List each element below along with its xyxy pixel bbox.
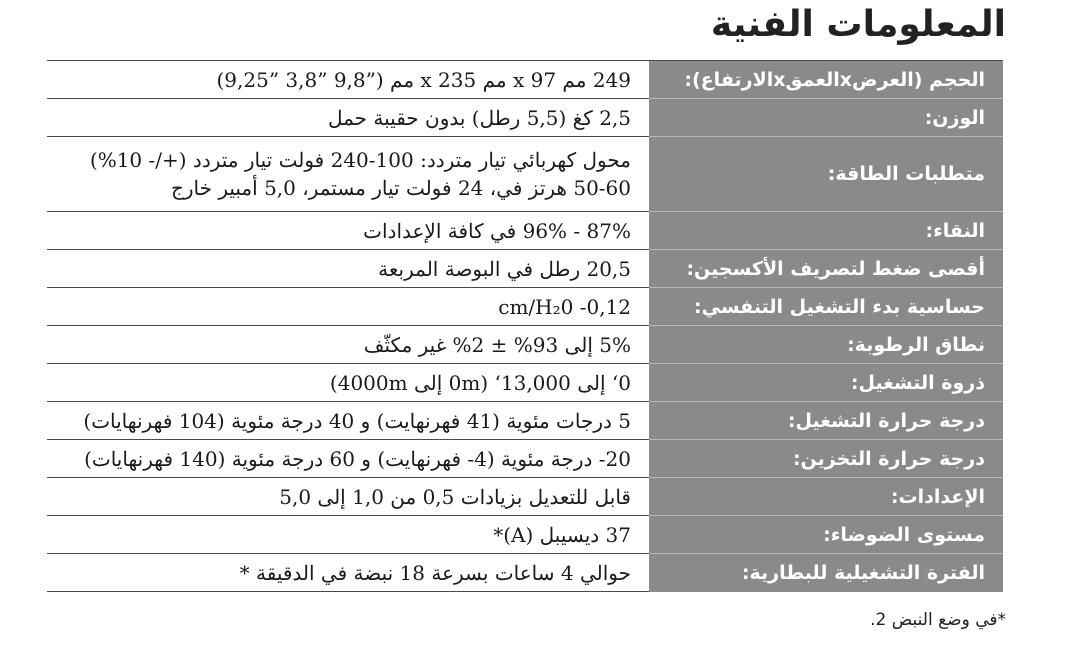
table-row <box>47 516 1003 554</box>
spec-value-max-pressure: 20,5 رطل في البوصة المربعة <box>47 250 649 288</box>
spec-label-battery: الفترة التشغيلية للبطارية: <box>649 554 1003 592</box>
spec-label-power: متطلبات الطاقة: <box>649 137 1003 212</box>
table-row <box>47 440 1003 478</box>
spec-value-operating-temp: 5 درجات مئوية (41 فهرنهايت) و 40 درجة مئوية (104 فهرنهايات) <box>47 402 649 440</box>
table-row <box>47 364 1003 402</box>
table-row <box>47 478 1003 516</box>
table-row <box>47 402 1003 440</box>
spec-value-trigger-sensitivity: 0,12- cm/H₂0 <box>47 288 649 326</box>
spec-label-purity: النقاء: <box>649 212 1003 250</box>
spec-label-max-pressure: أقصى ضغط لتصريف الأكسجين: <box>649 250 1003 288</box>
spec-label-noise: مستوى الضوضاء: <box>649 516 1003 554</box>
spec-label-settings: الإعدادات: <box>649 478 1003 516</box>
spec-label-size: الحجم (العرضxالعمقxالارتفاع): <box>649 61 1003 99</box>
table-row <box>47 61 1003 99</box>
spec-value-storage-temp: 20- درجة مئوية (4- فهرنهايت) و 60 درجة مئوية (140 فهرنهايات) <box>47 440 649 478</box>
spec-label-operating-temp: درجة حرارة التشغيل: <box>649 402 1003 440</box>
spec-value-humidity: 5% إلى 93% ± 2% غير مكثّف <box>47 326 649 364</box>
spec-value-settings: قابل للتعديل بزيادات 0,5 من 1,0 إلى 5,0 <box>47 478 649 516</box>
spec-value-weight: 2,5 كغ (5,5 رطل) بدون حقيبة حمل <box>47 99 649 137</box>
table-row <box>47 212 1003 250</box>
spec-label-weight: الوزن: <box>649 99 1003 137</box>
spec-value-battery: حوالي 4 ساعات بسرعة 18 نبضة في الدقيقة * <box>47 554 649 592</box>
spec-value-noise: 37 ديسيبل (A)* <box>47 516 649 554</box>
footnote: *في وضع النبض 2. <box>870 610 1006 630</box>
spec-value-power <box>47 137 649 212</box>
spec-label-humidity: نطاق الرطوبة: <box>649 326 1003 364</box>
page-title: المعلومات الفنية <box>710 4 1006 45</box>
spec-label-storage-temp: درجة حرارة التخزين: <box>649 440 1003 478</box>
spec-value-altitude: 0‘ إلى 13,000‘ (0m إلى 4000m) <box>47 364 649 402</box>
spec-value-power-line2: 50-60 هرتز في، 24 فولت تيار مستمر، 5,0 أمبير خارج <box>170 176 631 200</box>
table-row <box>47 137 1003 212</box>
spec-value-power-line1: محول كهربائي تيار متردد: 100-240 فولت تيار متردد (+/- 10%) <box>89 148 631 172</box>
table-row <box>47 326 1003 364</box>
table-row <box>47 554 1003 592</box>
spec-label-altitude: ذروة التشغيل: <box>649 364 1003 402</box>
table-row <box>47 99 1003 137</box>
spec-value-purity: 87% - 96% في كافة الإعدادات <box>47 212 649 250</box>
spec-label-trigger-sensitivity: حساسية بدء التشغيل التنفسي: <box>649 288 1003 326</box>
table-row <box>47 250 1003 288</box>
spec-value-size: 249 مم 97 x مم 235 x مم (”9,8 ”3,8 ”9,25) <box>47 61 649 99</box>
table-row <box>47 288 1003 326</box>
specifications-table <box>47 60 1003 592</box>
